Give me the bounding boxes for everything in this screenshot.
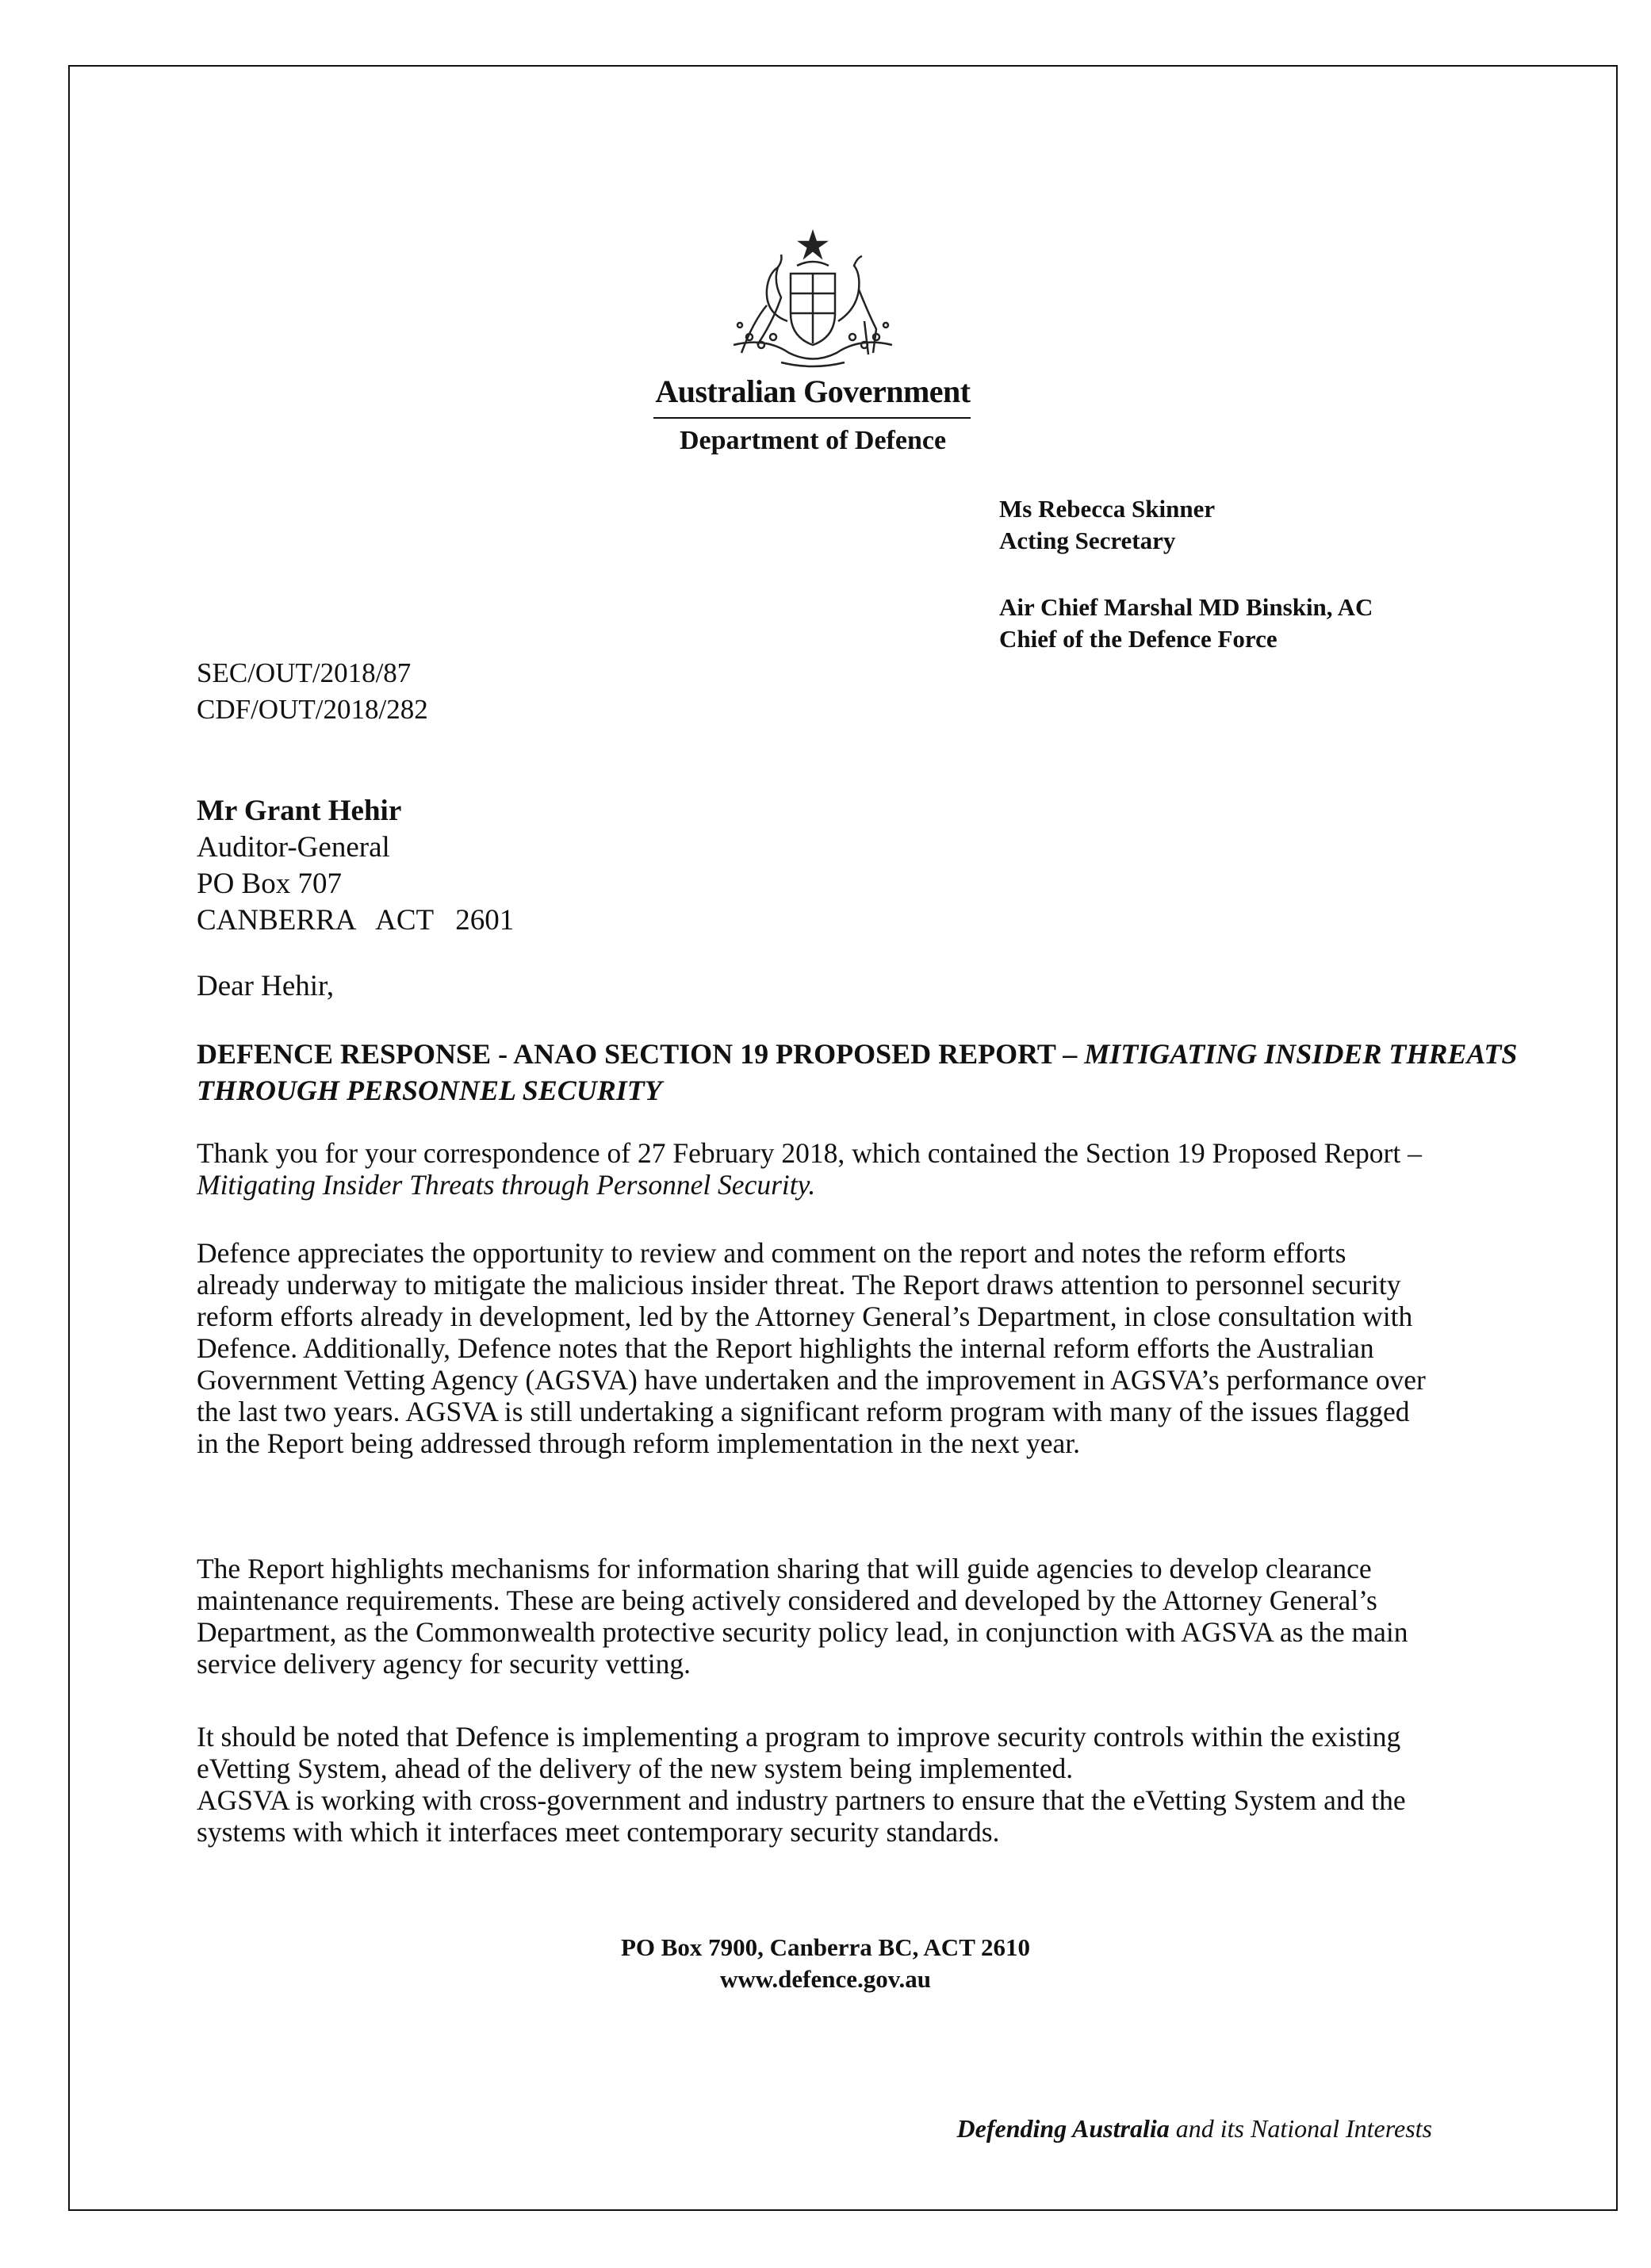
subject-italic: MITIGATING INSIDER THREATS THROUGH PERSONNEL SECURITY [197, 1038, 1518, 1106]
p4-line1: It should be noted that Defence is implementing a program to improve security controls within the existing eVetting System, ahead of the delivery of the new system being implemented. [197, 1721, 1401, 1784]
subject-line [197, 1036, 1545, 1109]
subject-prefix: DEFENCE RESPONSE - ANAO SECTION 19 PROPOSED REPORT – [197, 1038, 1085, 1070]
recipient-title: Auditor-General [197, 831, 390, 864]
signatory-name: Air Chief Marshal MD Binskin, AC [999, 593, 1373, 621]
salutation: Dear Hehir, [197, 970, 335, 1002]
motto [957, 2114, 1432, 2143]
signatory-title: Acting Secretary [999, 527, 1176, 554]
reference-sec: SEC/OUT/2018/87 [197, 657, 412, 688]
p1-italic: Mitigating Insider Threats through Personnel Security. [197, 1169, 816, 1201]
recipient-address [197, 793, 514, 939]
p4-line2: AGSVA is working with cross-government and industry partners to ensure that the eVetting System and the systems with which it interfaces meet contemporary security standards. [197, 1784, 1406, 1848]
reference-numbers [197, 655, 428, 728]
signatory-title: Chief of the Defence Force [999, 625, 1278, 653]
footer-address-block [0, 1932, 1651, 1995]
letterhead-divider [653, 417, 971, 419]
motto-rest: and its National Interests [1175, 2114, 1432, 2143]
reference-cdf: CDF/OUT/2018/282 [197, 694, 428, 725]
footer-address: PO Box 7900, Canberra BC, ACT 2610 [620, 1933, 1031, 1961]
footer-website: www.defence.gov.au [719, 1965, 932, 1993]
coat-of-arms-icon [718, 226, 908, 377]
government-title: Australian Government [655, 374, 971, 409]
signatory-name: Ms Rebecca Skinner [999, 495, 1216, 523]
motto-bold: Defending Australia [956, 2114, 1170, 2143]
recipient-name: Mr Grant Hehir [197, 795, 402, 827]
department-title: Department of Defence [679, 426, 947, 455]
body-paragraph-1 [197, 1137, 1434, 1201]
signatory-cdf [999, 592, 1373, 655]
body-paragraph-2: Defence appreciates the opportunity to review and comment on the report and notes the reform efforts already underway to mitigate the malicious insider threat. The Report draws attention to personnel security reform efforts already in development, led by the Attorney General’s Department, in close consultation with Defence. Additionally, Defence notes that the Report highlights the internal reform efforts the Australian Government Vetting Agency (AGSVA) have undertaken and the improvement in AGSVA’s performance over the last two years. AGSVA is still undertaking a significant reform program with many of the issues flagged in the Report being addressed through reform implementation in the next year. [197, 1237, 1426, 1459]
signatory-secretary [999, 493, 1215, 557]
recipient-city: CANBERRA ACT 2601 [197, 904, 515, 937]
body-paragraph-4 [197, 1721, 1434, 1848]
p1-text: Thank you for your correspondence of 27 February 2018, which contained the Section 19 Proposed Report – [197, 1137, 1422, 1169]
body-paragraph-3: The Report highlights mechanisms for information sharing that will guide agencies to develop clearance maintenance requirements. These are being actively considered and developed by the Attorney General’s Department, as the Commonwealth protective security policy lead, in conjunction with AGSVA as the main service delivery agency for security vetting. [197, 1553, 1408, 1680]
recipient-po-box: PO Box 707 [197, 868, 342, 900]
